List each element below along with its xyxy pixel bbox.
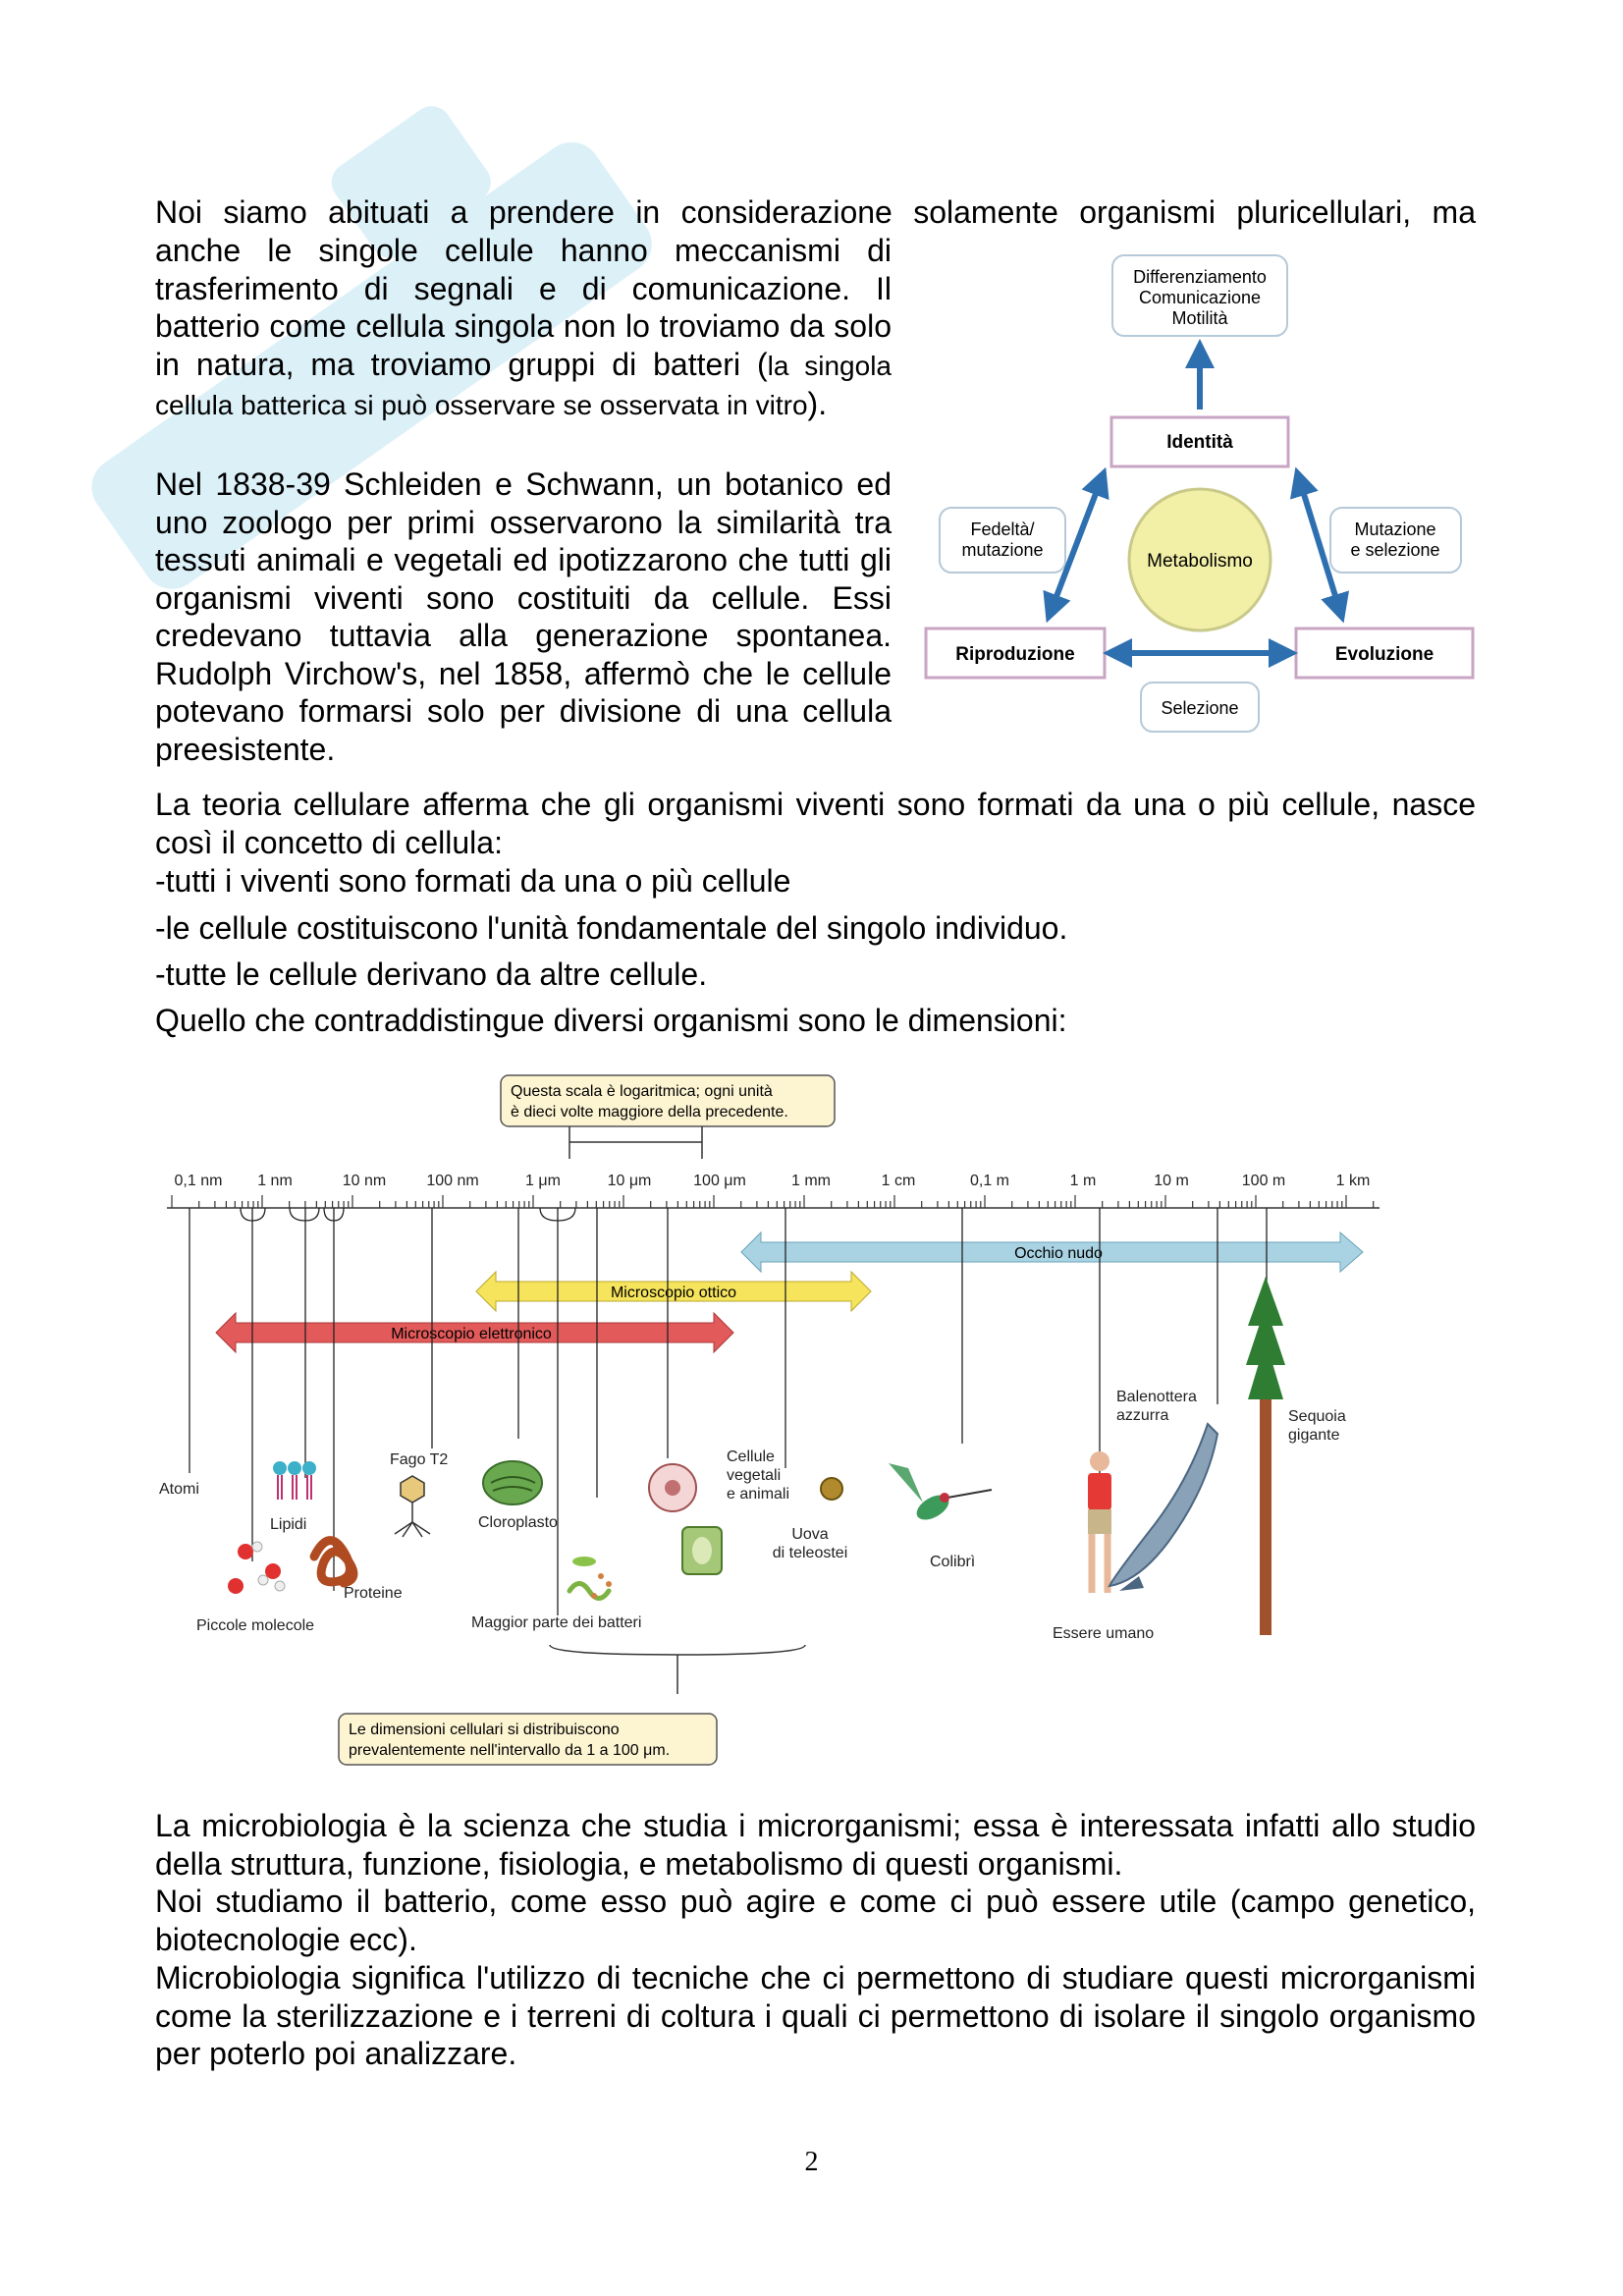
small-molecules-label: Piccole molecole — [196, 1617, 315, 1634]
tick-label: 1 km — [1335, 1173, 1371, 1189]
cells-illustration — [649, 1464, 722, 1574]
chloroplast-label: Cloroplasto — [478, 1514, 558, 1531]
tick-label: 1 μm — [525, 1173, 561, 1189]
mutation-line-2: e selezione — [1350, 540, 1440, 560]
proteins-label: Proteine — [344, 1585, 403, 1602]
paragraph-intro-note: la singola cellula batterica si può osservare se osservata in vitro — [155, 350, 892, 420]
paragraph-schleiden-schwann: Nel 1838-39 Schleiden e Schwann, un botanico ed uno zoologo per primi osservarono la similarità tra tessuti animali e vegetali ed ipotizzarono che tutti gli organismi viventi sono costituiti da cellule. Essi credevano tuttavia alla generazione spontanea. Rudolph Virchow's, nel 1858, affermò che le cellule potevano formarsi solo per divisione di una cellula preesistente. — [155, 466, 892, 767]
paragraph-dimensions: Quello che contraddistingue diversi organismi sono le dimensioni: — [155, 1003, 1067, 1038]
fidelity-line-1: Fedeltà/ — [970, 519, 1035, 539]
egg-illustration — [821, 1478, 842, 1500]
human-label: Essere umano — [1053, 1625, 1155, 1642]
tick-label: 0,1 nm — [174, 1173, 223, 1189]
tick-label: 1 cm — [881, 1173, 916, 1189]
small-molecules-illustration — [228, 1542, 285, 1594]
list-item: -le cellule costituiscono l'unità fondamentale del singolo individuo. — [155, 910, 1068, 946]
tick-label: 0,1 m — [969, 1173, 1010, 1189]
paragraph-intro — [155, 232, 892, 425]
tick-label: 100 nm — [426, 1173, 479, 1189]
tick-label: 100 m — [1241, 1173, 1286, 1189]
hummingbird-illustration — [889, 1463, 992, 1525]
size-scale-diagram — [147, 1066, 1394, 1773]
sequoia-label-1: Sequoia — [1288, 1408, 1346, 1425]
page-number: 2 — [804, 2147, 819, 2177]
sequoia-illustration — [1246, 1277, 1285, 1635]
callout-top-line-1: Questa scala è logaritmica; ogni unità — [511, 1083, 773, 1100]
tick-label: 10 μm — [607, 1173, 652, 1189]
optical-microscope-label: Microscopio ottico — [610, 1285, 737, 1301]
paragraph-techniques: Microbiologia significa l'utilizzo di tecniche che ci permettono di studiare questi microrganismi come la sterilizzazione e i terreni di coltura i quali ci permettono di isolare il singolo organismo per poterlo poi analizzare. — [155, 1960, 1476, 2071]
phage-label: Fago T2 — [390, 1451, 449, 1468]
selection-label: Selezione — [1161, 698, 1239, 718]
callout-bottom-line-2: prevalentemente nell'intervallo da 1 a 100 μm. — [349, 1742, 671, 1759]
whale-label-2: azzurra — [1116, 1407, 1169, 1424]
paragraph-intro-first-line: Noi siamo abituati a prendere in considerazione solamente organismi pluricellulari, ma — [155, 194, 1476, 230]
tick-label: 1 m — [1069, 1173, 1097, 1189]
paragraph-cell-theory: La teoria cellulare afferma che gli organismi viventi sono formati da una o più cellule, nasce così il concetto di cellula: — [155, 787, 1476, 860]
tick-label: 100 μm — [693, 1173, 746, 1189]
chloroplast-illustration — [483, 1461, 542, 1504]
bacteria-illustration — [569, 1557, 612, 1599]
naked-eye-label: Occhio nudo — [1014, 1245, 1103, 1262]
sequoia-label-2: gigante — [1288, 1427, 1340, 1444]
metabolism-label: Metabolismo — [1147, 551, 1253, 572]
cells-label-2: vegetali — [727, 1467, 782, 1484]
identity-label: Identità — [1166, 432, 1233, 453]
optical-microscope-range — [476, 1272, 871, 1311]
list-item: -tutte le cellule derivano da altre cellule. — [155, 957, 708, 992]
electron-microscope-range — [216, 1313, 733, 1352]
reproduction-label: Riproduzione — [955, 644, 1075, 665]
whale-label-1: Balenottera — [1116, 1389, 1197, 1405]
tick-label: 1 nm — [257, 1173, 293, 1189]
callout-bottom-line-1: Le dimensioni cellulari si distribuiscono — [349, 1722, 620, 1738]
paragraph-microbiology: La microbiologia è la scienza che studia i microrganismi; essa è interessata infatti allo studio della struttura, funzione, fisiologia, e metabolismo di questi organismi. — [155, 1808, 1476, 1882]
list-item: -tutti i viventi sono formati da una o più cellule — [155, 863, 791, 899]
naked-eye-range — [741, 1232, 1363, 1272]
cell-properties-diagram — [923, 250, 1478, 737]
mutation-line-1: Mutazione — [1354, 519, 1436, 539]
fidelity-line-2: mutazione — [961, 540, 1044, 560]
callout-top-line-2: è dieci volte maggiore della precedente. — [511, 1104, 788, 1121]
paragraph-intro-text: anche le singole cellule hanno meccanismi di trasferimento di segnali e di comunicazione. Il batterio come cellula singola non lo troviamo da solo in natura, ma troviamo gruppi di batteri ( — [155, 233, 892, 382]
tick-label: 1 mm — [791, 1173, 831, 1189]
top-box-line-2: Comunicazione — [1138, 288, 1262, 307]
atoms-label: Atomi — [159, 1481, 199, 1498]
cells-label-1: Cellule — [727, 1449, 775, 1465]
eggs-label-2: di teleostei — [772, 1545, 848, 1561]
paragraph-bacteria-study: Noi studiamo il batterio, come esso può agire e come ci può essere utile (campo genetico, biotecnologie ecc). — [155, 1884, 1476, 1957]
lipids-label: Lipidi — [270, 1516, 307, 1533]
cells-label-3: e animali — [727, 1486, 790, 1503]
lipids-illustration — [273, 1461, 316, 1500]
top-box-line-1: Differenziamento — [1133, 267, 1267, 287]
hummingbird-label: Colibrì — [930, 1554, 976, 1570]
whale-illustration — [1109, 1424, 1217, 1591]
bacteria-label: Maggior parte dei batteri — [471, 1614, 642, 1631]
evolution-label: Evoluzione — [1334, 644, 1434, 665]
paragraph-intro-end: ). — [807, 386, 828, 421]
top-box-line-3: Motilità — [1171, 308, 1228, 328]
phage-illustration — [395, 1476, 430, 1537]
tick-label: 10 m — [1154, 1173, 1189, 1189]
eggs-label-1: Uova — [791, 1526, 829, 1543]
tick-label: 10 nm — [342, 1173, 387, 1189]
electron-microscope-label: Microscopio elettronico — [391, 1326, 552, 1342]
